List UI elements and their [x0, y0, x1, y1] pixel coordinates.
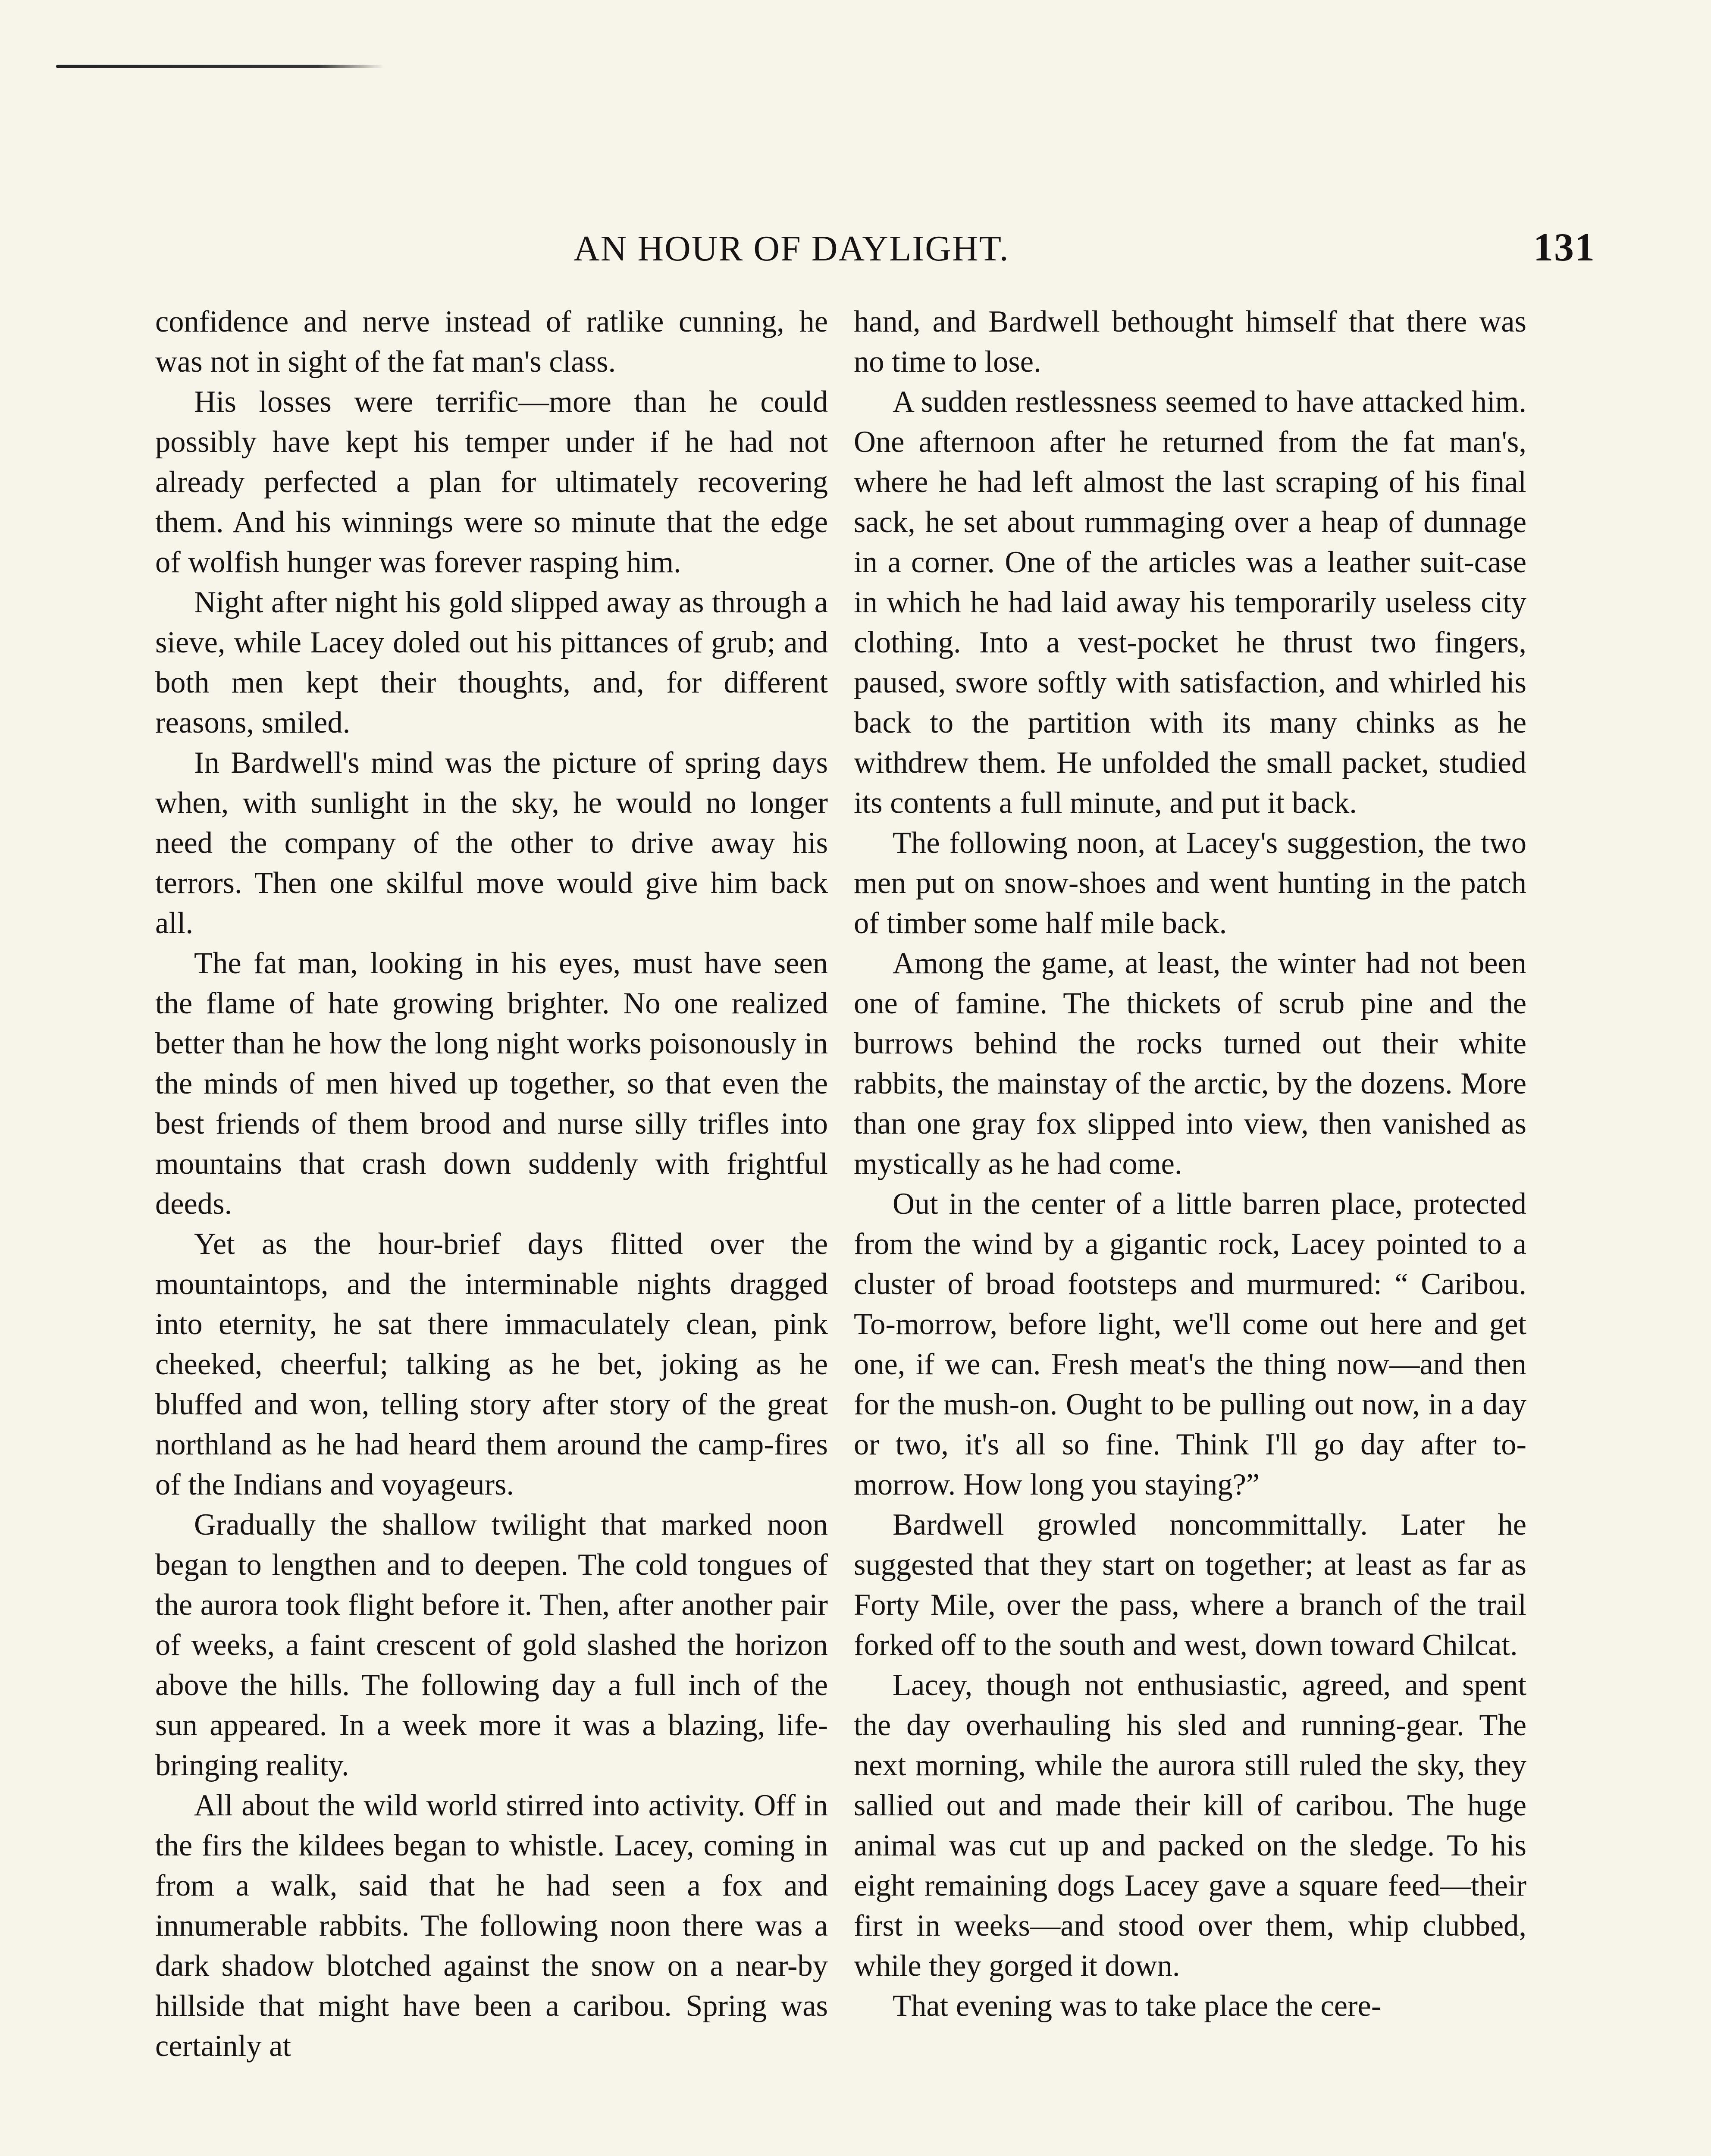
paragraph: Gradually the shallow twilight that marked noon began to lengthen and to deepen. The cold tongues of the aurora took flight before it. Then, after another pair of weeks, a faint crescent of gold slashed the horizon above the hills. The following day a full inch of the sun appeared. In a week more it was a blazing, life-bringing reality.	[155, 1508, 828, 1782]
paragraph: His losses were terrific—more than he could possibly have kept his temper under if he had not already perfected a plan for ultimately recovering them. And his winnings were so minute that the edge of wolfish hunger was forever rasping him.	[155, 385, 828, 579]
paragraph: Yet as the hour-brief days flitted over the mountaintops, and the interminable nights dragged into eternity, he sat there immaculately clean, pink cheeked, cheerful; talking as he bet, joking as he bluffed and won, telling story after story of the great northland as he had heard them around the camp-fires of the Indians and voyageurs.	[155, 1227, 828, 1501]
running-header	[573, 224, 1595, 276]
right-column	[854, 302, 1526, 2026]
running-title: AN HOUR OF DAYLIGHT.	[573, 229, 1009, 269]
paragraph: The fat man, looking in his eyes, must have seen the flame of hate growing brighter. No one realized better than he how the long night works poisonously in the minds of men hived up together, so that even the best friends of them brood and nurse silly trifles into mountains that crash down suddenly with frightful deeds.	[155, 946, 828, 1221]
paragraph: A sudden restlessness seemed to have attacked him. One afternoon after he returned from the fat man's, where he had left almost the last scraping of his final sack, he set about rummaging over a heap of dunnage in a corner. One of the articles was a leather suit-case in which he had laid away his temporarily useless city clothing. Into a vest-pocket he thrust two fingers, paused, swore softly with satisfaction, and whirled his back to the partition with its many chinks as he withdrew them. He unfolded the small packet, studied its contents a full minute, and put it back.	[854, 385, 1526, 820]
paragraph: In Bardwell's mind was the picture of spring days when, with sunlight in the sky, he would no longer need the company of the other to drive away his terrors. Then one skilful move would give him back all.	[155, 746, 828, 940]
paragraph: Out in the center of a little barren place, protected from the wind by a gigantic rock, Lacey pointed to a cluster of broad footsteps and murmured: “ Caribou. To-morrow, before light, we'll come out here and get one, if we can. Fresh meat's the thing now—and then for the mush-on. Ought to be pulling out now, in a day or two, it's all so fine. Think I'll go day after to-morrow. How long you staying?”	[854, 1187, 1526, 1501]
page-number: 131	[1533, 225, 1595, 269]
paragraph: All about the wild world stirred into activity. Off in the firs the kildees began to whistle. Lacey, coming in from a walk, said that he had seen a fox and innumerable rabbits. The following noon there was a dark shadow blotched against the snow on a near-by hillside that might have been a caribou. Spring was certainly at	[155, 1789, 828, 2063]
left-column	[155, 302, 828, 2066]
paragraph: The following noon, at Lacey's suggestion, the two men put on snow-shoes and went hunting in the patch of timber some half mile back.	[854, 826, 1526, 940]
paragraph: Among the game, at least, the winter had not been one of famine. The thickets of scrub pine and the burrows behind the rocks turned out their white rabbits, the mainstay of the arctic, by the dozens. More than one gray fox slipped into view, then vanished as mystically as he had come.	[854, 946, 1526, 1181]
top-rule	[56, 65, 384, 68]
paragraph: Lacey, though not enthusiastic, agreed, and spent the day overhauling his sled and running-gear. The next morning, while the aurora still ruled the sky, they sallied out and made their kill of caribou. The huge animal was cut up and packed on the sledge. To his eight remaining dogs Lacey gave a square feed—their first in weeks—and stood over them, whip clubbed, while they gorged it down.	[854, 1668, 1526, 1983]
paragraph: hand, and Bardwell bethought himself that there was no time to lose.	[854, 305, 1526, 379]
paragraph: Night after night his gold slipped away as through a sieve, while Lacey doled out his pittances of grub; and both men kept their thoughts, and, for different reasons, smiled.	[155, 586, 828, 740]
paragraph: That evening was to take place the cere-	[893, 1989, 1382, 2023]
paragraph: confidence and nerve instead of ratlike cunning, he was not in sight of the fat man's class.	[155, 305, 828, 379]
paragraph: Bardwell growled noncommittally. Later he suggested that they start on together; at least as far as Forty Mile, over the pass, where a branch of the trail forked off to the south and west, down toward Chilcat.	[854, 1508, 1526, 1662]
